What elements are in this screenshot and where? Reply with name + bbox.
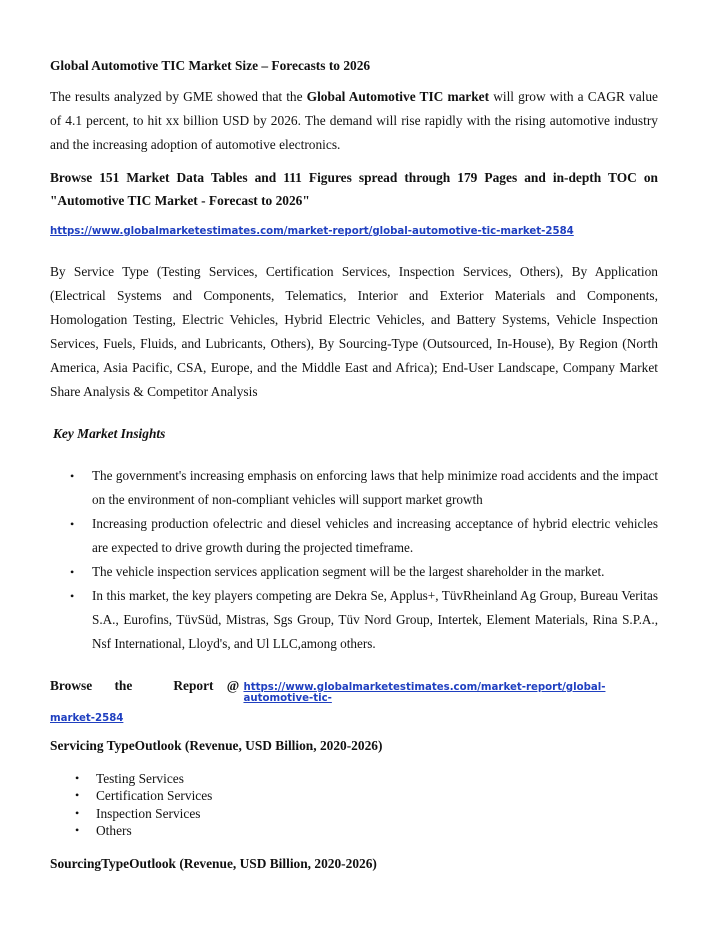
bullet-icon: • — [70, 469, 75, 483]
report-link-row — [50, 221, 658, 239]
at-symbol: @ — [226, 678, 240, 693]
list-item — [50, 512, 658, 560]
browse-report-link-continued[interactable]: market-2584 — [50, 713, 124, 724]
bullet-icon: • — [75, 823, 80, 838]
insight-text: Increasing production ofelectric and diesel vehicles and increasing acceptance of hybrid electric vehicles are expected to drive growth during the projected timeframe. — [92, 516, 658, 555]
list-item — [50, 560, 658, 584]
list-item — [50, 822, 658, 839]
bullet-icon: • — [70, 517, 75, 531]
segmentation-paragraph: By Service Type (Testing Services, Certification Services, Inspection Services, Others), By Application (Electrical Systems and Components, Telematics, Interior and Exterior Materials and Components, Homologation Testing, Electric Vehicles, Hybrid Electric Vehicles, and Battery Systems, Vehicle Inspection Services, Fuels, Fluids, and Lubricants, Others), By Sourcing-Type (Outsourced, In-House), By Region (North America, Asia Pacific, CSA, Europe, and the Middle East and Africa); End-User Landscape, Company Market Share Analysis & Competitor Analysis — [50, 264, 658, 399]
list-item — [50, 584, 658, 656]
service-item: Inspection Services — [96, 805, 201, 821]
browse-report-link[interactable]: https://www.globalmarketestimates.com/market-report/global-automotive-tic- — [243, 682, 606, 704]
list-item — [50, 805, 658, 822]
bullet-icon: • — [75, 788, 80, 803]
insight-text: The vehicle inspection services application segment will be the largest shareholder in the market. — [92, 564, 605, 579]
service-item: Testing Services — [96, 771, 184, 786]
list-item — [50, 770, 658, 787]
report-link[interactable]: https://www.globalmarketestimates.com/market-report/global-automotive-tic-market-2584 — [50, 226, 574, 237]
service-item: Certification Services — [96, 788, 213, 804]
browse-word-report: Report — [173, 678, 214, 693]
document-title: Global Automotive TIC Market Size – Forecasts to 2026 — [50, 58, 371, 73]
list-item — [50, 464, 658, 512]
bullet-icon: • — [70, 565, 75, 579]
service-item: Others — [96, 823, 132, 839]
insight-text: The government's increasing emphasis on enforcing laws that help minimize road accidents and the impact on the environment of non-compliant vehicles will support market growth — [92, 468, 658, 507]
browse-tables-heading: Browse 151 Market Data Tables and 111 Figures spread through 179 Pages and in-depth TOC on "Automotive TIC Market - Forecast to 2026" — [50, 170, 658, 208]
sourcing-outlook-heading: SourcingTypeOutlook (Revenue, USD Billion, 2020-2026) — [50, 856, 377, 871]
intro-paragraph — [50, 85, 658, 157]
list-item — [50, 787, 658, 804]
intro-text-before: The results analyzed by GME showed that the — [50, 89, 307, 104]
key-insights-heading: Key Market Insights — [53, 426, 166, 441]
servicing-outlook-list — [50, 770, 658, 840]
bullet-icon: • — [75, 805, 80, 820]
browse-word: Browse — [50, 678, 93, 693]
browse-word-the: the — [114, 678, 133, 693]
browse-report-row — [50, 678, 658, 726]
insight-text: In this market, the key players competing are Dekra Se, Applus+, TüvRheinland Ag Group, Bureau Veritas S.A., Eurofins, TüvSüd, Mistras, Sgs Group, Tüv Nord Group, Intertek, Element Materials, Rina S.P.A., Nsf International, Lloyd's, and Ul LLC,among others. — [92, 588, 658, 651]
intro-bold-market: Global Automotive TIC market — [306, 89, 490, 104]
intro-text-after: will grow with a CAGR value of 4.1 percent, to hit xx billion USD by 2026. The demand will rise rapidly with the rising automotive industry and the increasing adoption of automotive electronics. — [50, 89, 659, 152]
key-insights-list — [50, 464, 658, 656]
servicing-outlook-heading: Servicing TypeOutlook (Revenue, USD Billion, 2020-2026) — [50, 738, 383, 753]
bullet-icon: • — [70, 589, 75, 603]
bullet-icon: • — [75, 771, 80, 785]
